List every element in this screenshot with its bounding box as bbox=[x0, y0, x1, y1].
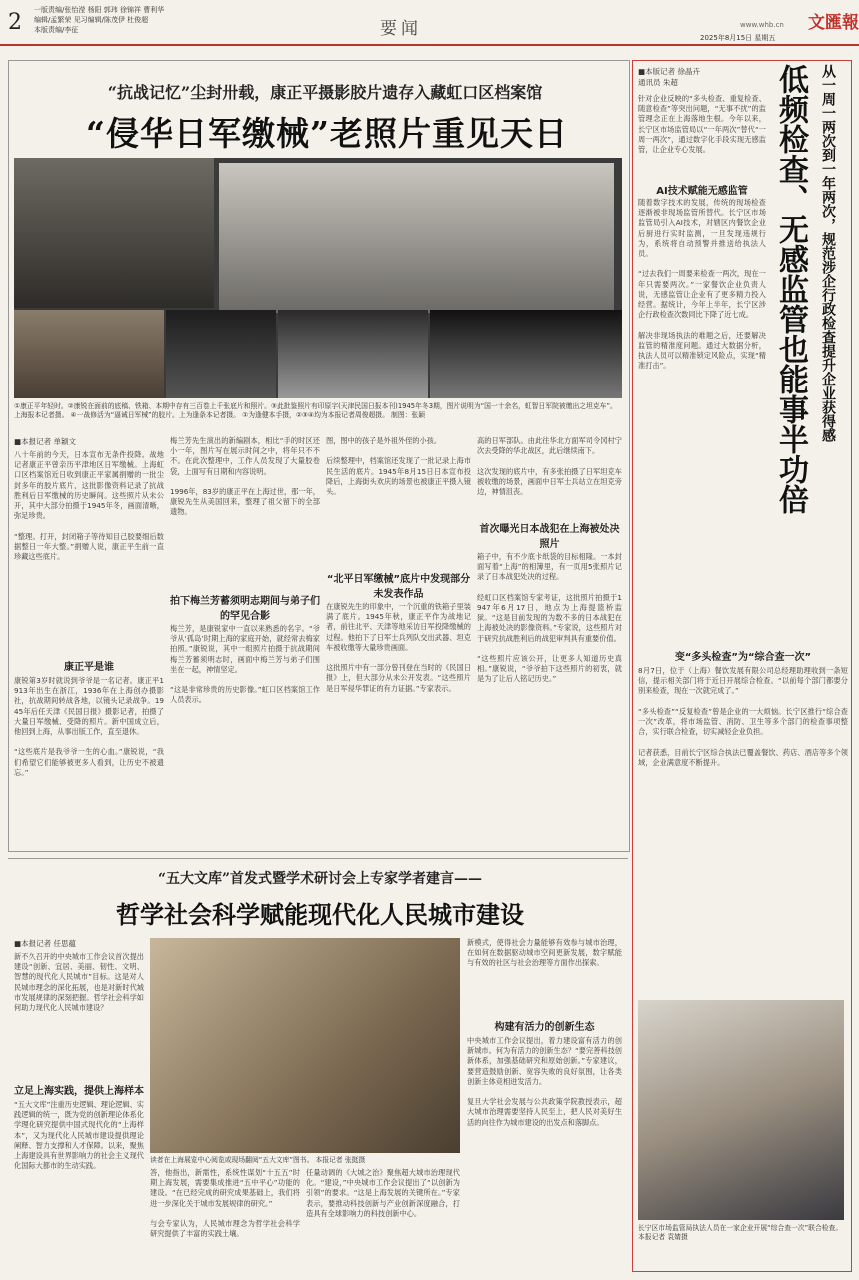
lead-title: “侵华日军缴械”老照片重见天日 bbox=[86, 114, 568, 153]
lead-col-1: 八十年前的今天，日本宣布无条件投降。战地记者康正平曾亲历平津地区日军缴械。上海虹口区档案馆近日收到康正平家属捐赠的一批尘封多年的胶片底片，这批影像资料记录了抗战胜利后日军缴械的历史瞬间。这些照片从未公开，其中大部分拍摄于1945年冬，画面清晰，弥足珍贵。 “整理。打开，封闭箱子等待知目己胶要细后数据整日一年大整。”捐赠人说，康正平生前一直珍藏这些底片。 bbox=[14, 450, 164, 562]
second-subhead-1: 立足上海实践，提供上海样本 bbox=[14, 1086, 144, 1097]
editors-list: 一版责编/张怡滢 杨阳 郭玮 徐锦祥 曹利华 编辑/孟繁荣 见习编辑/陈茂伊 杜俊超 本版责编/李征 bbox=[34, 6, 165, 34]
lead-subhead-4: 首次曝光日本战犯在上海被处决照片 bbox=[479, 524, 620, 550]
lead-col-4b: 箱子中，有不少底卡纸袋的目标相隆。一本封面写着“上海”的相簿里，有一页用5张照片记录了日本战犯处决的过程。 经虹口区档案馆专家考证，这批照片拍摄于1947年6月17日，地点为上海提篮桥监狱。“这是目前发现的为数不多的日本战犯在上海被处决的影像资料。”专家说，这些照片对于研究抗战胜利后的战犯审判具有重要价值。 “这些照片应该公开，让更多人知道历史真相。”康锐说，“爷爷拍下这些照片的初衷，就是为了让后人铭记历史。” bbox=[477, 552, 622, 684]
second-col-1b: “五大文库”注重历史逻辑、理论逻辑、实践逻辑的统一，既为党的创新理论体系化学理化研究提供中国式现代化的“上海样本”，又为现代化人民城市建设提供理论阐释、智力支撑和人才保障。以来，聚焦上海建设具有世界影响力的社会主义现代化国际大都市的生动实践。 bbox=[14, 1100, 144, 1171]
section-label: 要闻 bbox=[380, 19, 422, 39]
lead-col-1b: 康锐第3岁时就说到爷爷是一名记者。康正平1913年出生在浙江，1936年在上海创办摄影社，抗战期间转战各地，以镜头记录战争。1945年后任天津《民国日报》摄影记者，拍摄了大量日军缴械、受降的照片。新中国成立后，他回到上海，从事出版工作，直至退休。 “这些底片是我爷爷一生的心血。”康锐说，“我们希望它们能够被更多人看到，让历史不被遗忘。” bbox=[14, 676, 164, 777]
second-photo-caption: 读者在上海展览中心阅览或现场翻阅“五大文库”图书。 本报记者 张挺摄 bbox=[150, 1156, 366, 1164]
lead-subhead-2: 拍下梅兰芳蓄须明志期间与弟子们的罕见合影 bbox=[170, 596, 320, 622]
second-subhead-2: 构建有活力的创新生态 bbox=[494, 1022, 595, 1033]
lead-col-2: 梅兰芳先生演出的新编剧本，相比“手的时区还小一年，图片写在展示时间之中，将年只不不不。在此次整理中，工作人员发现了大量胶卷袋，上面写有日期和内容说明。 1996年，83岁的康正平在上海过世，那一年，康锐先生从美国回来，整理了祖父留下的全部遗物。 bbox=[170, 436, 320, 517]
website: www.whb.cn bbox=[740, 21, 784, 29]
lead-byline: ■本报记者 单颖文 bbox=[14, 437, 76, 446]
lead-col-3: 图，图中的孩子是外祖外侄的小孩。 后续整理中，档案馆还发现了一批记录上海市民生活的底片。1945年8月15日日本宣布投降后，上海街头欢庆的场景也被康正平摄入镜头。 bbox=[326, 436, 471, 497]
right-col-1c: 8月7日，位于（上海）餐饮发展有限公司总经理助理收到一条短信，提示相关部门将于近日开展综合检查。“以前每个部门都要分别来检查，现在一次就完成了。” “多头检查”“反复检查”曾是企业的一大烦恼。长宁区推行“综合查一次”改革，将市场监管、消防、卫生等多个部门的检查事项整合，实行联合检查，切实减轻企业负担。 记者获悉，目前长宁区综合执法已覆盖餐饮、药店、酒店等多个领域，企业满意度不断提升。 bbox=[638, 666, 848, 767]
second-col-2: 答，他指出，新需性，系统性谋划“十五五”时期上海发展，需要集成推进“五中平心”功能的建设。“在已经完成的研究成果基础上，我们将进一步深化关于城市发展规律的研究。” 与会专家认为，人民城市理念为哲学社会科学研究提供了丰富的实践土壤。 bbox=[150, 1168, 300, 1239]
lead-photo-caption: ①康正平年轻时。②康锐在面前的底稿、铁箱、本期中存有三百卷上千张底片和照片。③此批鉴照片有印原字(天津民国日报本刊)1945年冬3期，图片说明为“国一十余名，虹智日军院被缴出之坦克车”。上海报本记者摄。 ④一战修活为“逼诫日军械”的胶片。上为逢条本记者摄。 ①为逢健本手摄，②③④均为本报记者周俊超摄。 制图：张颖 bbox=[14, 402, 617, 419]
negative-photo-3 bbox=[430, 310, 622, 398]
right-title-small: 从一周一两次到一年两次，规范涉企行政检查提升企业获得感 bbox=[820, 64, 836, 442]
right-subhead-2: 变“多头检查”为“综合查一次” bbox=[674, 652, 812, 663]
right-col-1: 针对企业反映的“多头检查、重复检查、随意检查”等突出问题，“无事不扰”的监管理念正在上海落地生根。今年以来，长宁区市场监管局以“一年两次”替代“一周一两次”，通过数字化手段实现无感监管，让企业专心发展。 bbox=[638, 94, 766, 155]
negative-photo-1 bbox=[166, 310, 276, 398]
portrait-photo bbox=[14, 158, 214, 308]
right-photo-caption: 长宁区市场监管局执法人员在一家企业开展“综合查一次”联合检查。 本报记者 袁婧摄 bbox=[638, 1224, 843, 1241]
newspaper-logo: 文匯報 bbox=[808, 13, 859, 33]
lead-kicker: “抗战记忆”尘封卅载，康正平摄影胶片遗存入藏虹口区档案馆 bbox=[107, 83, 543, 102]
negative-photo-2 bbox=[278, 310, 428, 398]
right-col-1b: 随着数字技术的发展，传统的现场检查逐渐被非现场监管所替代。长宁区市场监管局引入AI技术，对辖区内餐饮企业后厨进行实时监测，一旦发现违规行为，系统将自动预警并推送给执法人员。 “过去我们一周要来检查一两次，现在一年只需要两次。”一家餐饮企业负责人说，无感监管让企业有了更多精力投入经营。据统计，今年上半年，长宁区涉企行政检查次数同比下降了近七成。 解决非现场执法的难题之后，还要解决监管的精准度问题。通过大数据分析，执法人员可以精准锁定风险点，实现“精准打击”。 bbox=[638, 198, 766, 371]
second-col-4b: 中央城市工作会议提出，着力建设富有活力的创新城市。何为有活力的创新生态？“要完善科技创新体系，加强基础研究和原始创新。”专家建议，要营造鼓励创新、宽容失败的良好氛围，让各类创新主体竞相迸发活力。 复旦大学社会发展与公共政策学院教授表示，超大城市治理需要坚持人民至上，把人民对美好生活的向往作为城市建设的出发点和落脚点。 bbox=[467, 1036, 622, 1127]
second-col-3: 任量动调的《大城之治》聚焦超大城市治理现代化。“建设，”中央城市工作会议提出了“以创新为引领”的要求。“这是上海发展的关键所在。”专家表示，要推动科技创新与产业创新深度融合，打造具有全球影响力的科技创新中心。 bbox=[306, 1168, 460, 1218]
lead-col-3b: 在康锐先生的印象中，一个沉重的铁箱子里装满了底片。1945年秋，康正平作为战地记者，前往北平、天津等地采访日军投降缴械的过程。他拍下了日军士兵列队交出武器、坦克车被收缴等大量珍贵画面。 这批照片中有一部分曾刊登在当时的《民国日报》上，但大部分从未公开发表。“这些照片是日军侵华罪证的有力证据。”专家表示。 bbox=[326, 602, 471, 693]
library-photo bbox=[150, 938, 460, 1153]
right-subhead-1: AI技术赋能无感监管 bbox=[656, 186, 748, 197]
second-kicker: “五大文库”首发式暨学术研讨会上专家学者建言—— bbox=[157, 871, 483, 887]
desk-photo bbox=[14, 310, 164, 398]
page-number: 2 bbox=[8, 10, 22, 35]
second-title: 哲学社会科学赋能现代化人民城市建设 bbox=[116, 900, 524, 929]
inspection-photo bbox=[638, 1000, 844, 1220]
lead-col-2b: 梅兰芳，是康锐家中一直以来熟悉的名字。“爷爷从‘孤岛’时期上海的家庭开始，就经常去梅家拍照。”康锐说，其中一组照片拍摄于抗战期间梅兰芳蓄须明志时，画面中梅兰芳与弟子们围坐在一起，神情坚定。 “这是非常珍贵的历史影像。”虹口区档案馆工作人员表示。 bbox=[170, 624, 320, 705]
photo-collage bbox=[14, 158, 622, 398]
tank-photo bbox=[219, 163, 614, 313]
second-story-rule bbox=[8, 858, 628, 859]
issue-date: 2025年8月15日 星期五 bbox=[700, 34, 776, 42]
lead-subhead-1: 康正平是谁 bbox=[64, 662, 114, 673]
second-col-1: 新不久召开的中央城市工作会议首次提出建设“创新、宜居、美丽、韧性、文明、智慧的现代化人民城市”目标。这是对人民城市理念的深化拓展，也是对新时代城市发展规律的深刻把握。哲学社会科学如何助力现代化人民城市建设？ bbox=[14, 952, 144, 1013]
second-byline: ■本报记者 任思蕴 bbox=[14, 939, 76, 948]
second-col-4: 新模式，使得社会力量能够有效参与城市治理，在如何在数据驱动城市空间更新发展，数字赋能与有效的社区与社会治理等方面作出探索。 bbox=[467, 938, 622, 968]
right-title-big: 低频检查、无感监管也能事半功倍 bbox=[773, 64, 808, 514]
lead-subhead-3: “北平日军缴械”底片中发现部分未发表作品 bbox=[326, 574, 471, 600]
right-byline: ■本版记者 徐晶卉 通讯员 朱超 bbox=[638, 67, 700, 87]
lead-col-4: 高的日军部队。由此往华北方面军司令冈村宁次去受降的华北战区，此后继续南下。 这次发现的底片中，有多张拍摄了日军坦克车被收缴的场景，画面中日军士兵站立在坦克旁边，神情沮丧。 bbox=[477, 436, 622, 497]
